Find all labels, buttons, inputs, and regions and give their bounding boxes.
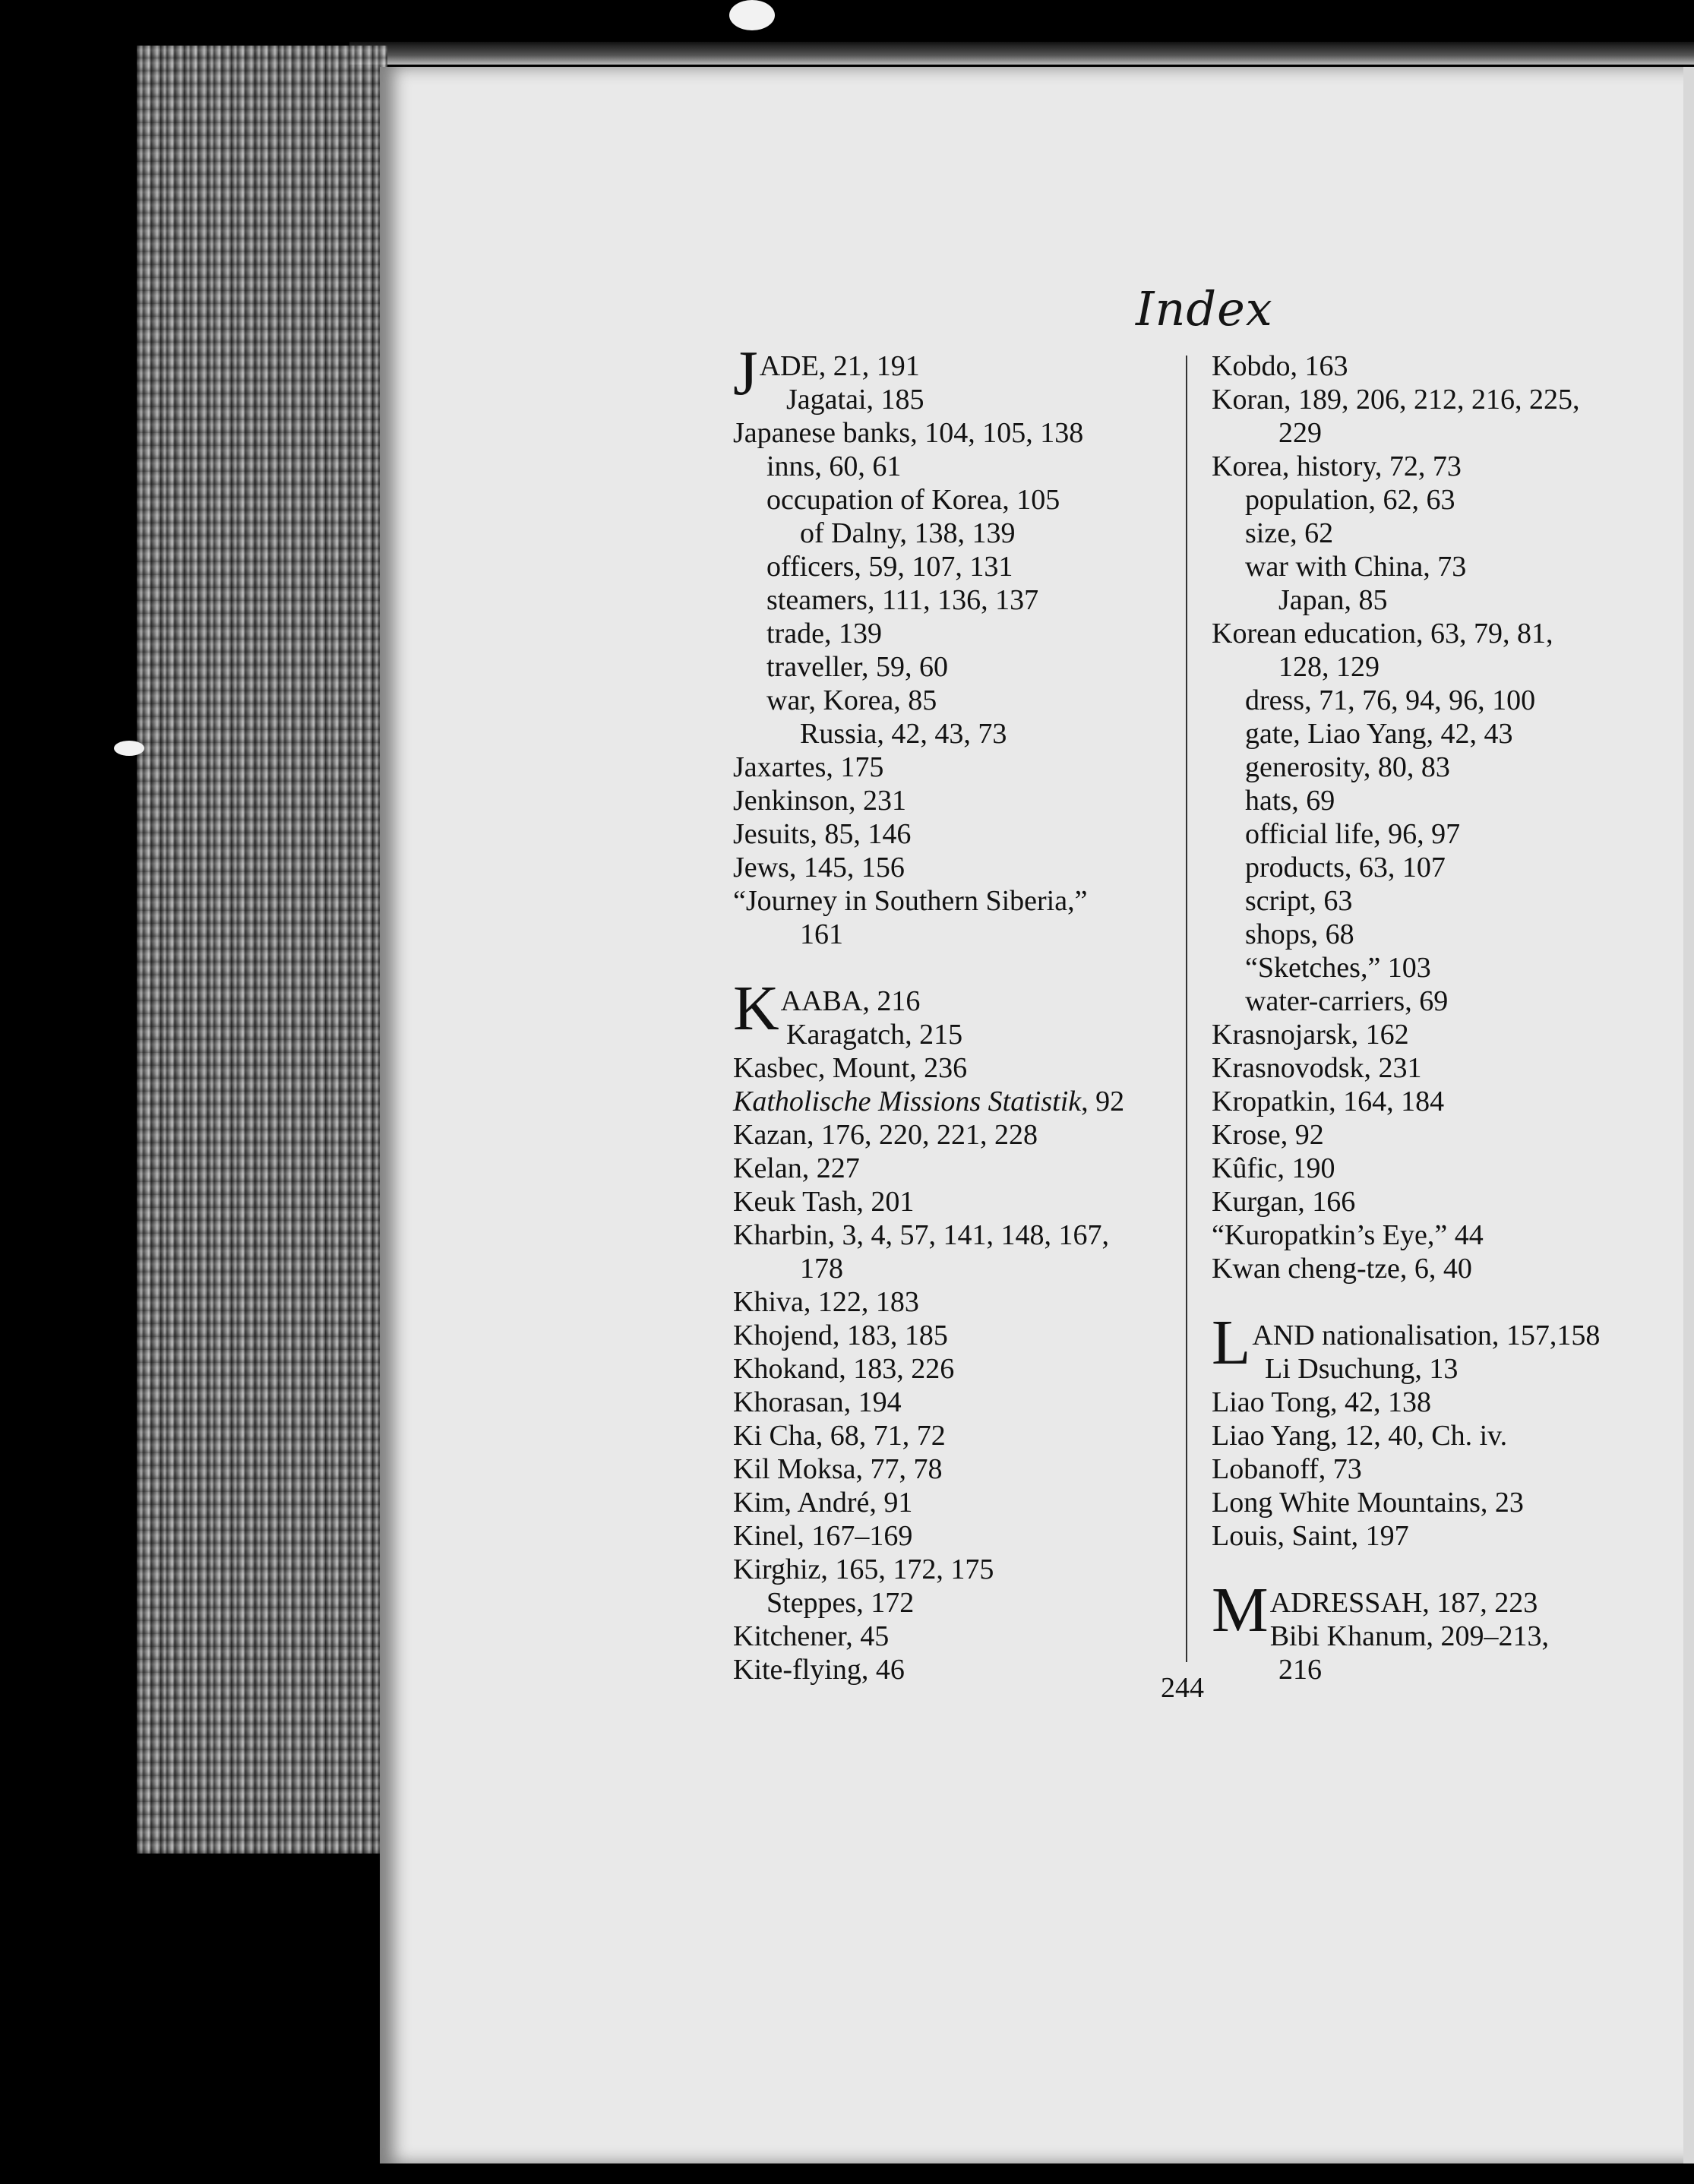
index-entry: Kinel, 167–169 xyxy=(733,1520,913,1552)
index-entry: Kûfic, 190 xyxy=(1212,1152,1335,1184)
index-entry-list xyxy=(733,416,1174,951)
index-entry: steamers, 111, 136, 137 xyxy=(766,584,1039,616)
index-entry: officers, 59, 107, 131 xyxy=(766,551,1013,583)
index-entry: Russia, 42, 43, 73 xyxy=(800,718,1007,750)
drop-cap: K xyxy=(733,973,779,1044)
index-column-left xyxy=(733,338,1174,1686)
index-entry: 161 xyxy=(800,918,843,950)
page-number: 244 xyxy=(1161,1672,1204,1704)
index-entry: Ki Cha, 68, 71, 72 xyxy=(733,1420,946,1452)
scan-blemish xyxy=(114,741,144,756)
page-right-edge xyxy=(1683,67,1694,2163)
index-entry: 128, 129 xyxy=(1278,651,1380,683)
index-entry: Keuk Tash, 201 xyxy=(733,1186,915,1218)
index-entry: Jenkinson, 231 xyxy=(733,785,906,817)
index-entry: “Journey in Southern Siberia,” xyxy=(733,885,1088,917)
index-entry: Li Dsuchung, 13 xyxy=(1265,1353,1459,1385)
index-entry: Kitchener, 45 xyxy=(733,1620,890,1652)
index-entry: gate, Liao Yang, 42, 43 xyxy=(1245,718,1513,750)
index-entry: Khokand, 183, 226 xyxy=(733,1353,955,1385)
index-entry: Kil Moksa, 77, 78 xyxy=(733,1453,943,1485)
section-j xyxy=(733,338,1174,416)
index-entry: Louis, Saint, 197 xyxy=(1212,1520,1409,1552)
index-entry: Kropatkin, 164, 184 xyxy=(1212,1086,1445,1117)
section-l xyxy=(1212,1307,1667,1386)
index-entry: Jagatai, 185 xyxy=(786,384,924,416)
index-entry: Japan, 85 xyxy=(1278,584,1388,616)
index-entry: Japanese banks, 104, 105, 138 xyxy=(733,417,1084,449)
index-entry: Korea, history, 72, 73 xyxy=(1212,450,1462,482)
drop-cap: M xyxy=(1212,1575,1269,1645)
index-entry: war with China, 73 xyxy=(1245,551,1467,583)
index-entry: Kobdo, 163 xyxy=(1212,350,1348,382)
index-entry: Jaxartes, 175 xyxy=(733,751,884,783)
index-entry: trade, 139 xyxy=(766,618,882,650)
index-entry: war, Korea, 85 xyxy=(766,684,937,716)
index-entry-list xyxy=(1212,1386,1667,1553)
index-entry: water-carriers, 69 xyxy=(1245,985,1449,1017)
drop-cap: J xyxy=(733,338,758,409)
index-entry: Lobanoff, 73 xyxy=(1212,1453,1362,1485)
index-entry: Bibi Khanum, 209–213, xyxy=(1269,1620,1550,1652)
index-entry: Khorasan, 194 xyxy=(733,1386,902,1418)
index-column-right xyxy=(1212,349,1667,1686)
index-entry: shops, 68 xyxy=(1245,918,1354,950)
index-entry: Kasbec, Mount, 236 xyxy=(733,1052,968,1084)
index-entry: Koran, 189, 206, 212, 216, 225, xyxy=(1212,384,1580,416)
index-entry: Khiva, 122, 183 xyxy=(733,1286,919,1318)
index-entry: products, 63, 107 xyxy=(1245,852,1446,883)
index-entry-list xyxy=(1212,349,1667,1285)
index-entry: Kim, André, 91 xyxy=(733,1487,913,1519)
section-k xyxy=(733,973,1174,1051)
index-entry: Katholische Missions Statistik, 92 xyxy=(733,1086,1125,1117)
index-entry: hats, 69 xyxy=(1245,785,1335,817)
index-entry: size, 62 xyxy=(1245,517,1334,549)
index-entry: dress, 71, 76, 94, 96, 100 xyxy=(1245,684,1536,716)
index-entry: of Dalny, 138, 139 xyxy=(800,517,1016,549)
index-entry: ADRESSAH, 187, 223 xyxy=(1269,1587,1538,1619)
index-entry: Kelan, 227 xyxy=(733,1152,860,1184)
index-entry: generosity, 80, 83 xyxy=(1245,751,1450,783)
index-entry: Kurgan, 166 xyxy=(1212,1186,1356,1218)
page-title: Index xyxy=(1136,281,1273,337)
index-entry: Liao Yang, 12, 40, Ch. iv. xyxy=(1212,1420,1508,1452)
index-entry: Jesuits, 85, 146 xyxy=(733,818,912,850)
index-entry: Korean education, 63, 79, 81, xyxy=(1212,618,1553,650)
index-entry: Jews, 145, 156 xyxy=(733,852,905,883)
scan-blemish xyxy=(729,0,775,30)
index-entry: Liao Tong, 42, 138 xyxy=(1212,1386,1432,1418)
index-entry: Kirghiz, 165, 172, 175 xyxy=(733,1553,994,1585)
index-entry: inns, 60, 61 xyxy=(766,450,902,482)
index-entry: 229 xyxy=(1278,417,1322,449)
index-entry: ADE, 21, 191 xyxy=(759,350,920,382)
book-cover-top-edge xyxy=(349,42,1694,65)
index-entry: Khojend, 183, 185 xyxy=(733,1320,948,1351)
index-entry: Kite-flying, 46 xyxy=(733,1654,905,1686)
index-entry: script, 63 xyxy=(1245,885,1353,917)
index-entry: 216 xyxy=(1278,1654,1322,1686)
index-entry: AABA, 216 xyxy=(780,985,921,1017)
index-entry: “Kuropatkin’s Eye,” 44 xyxy=(1212,1219,1484,1251)
index-entry: Long White Mountains, 23 xyxy=(1212,1487,1524,1519)
book-page-stack-edge xyxy=(137,46,387,1854)
index-entry: population, 62, 63 xyxy=(1245,484,1455,516)
index-entry: occupation of Korea, 105 xyxy=(766,484,1060,516)
index-entry: Karagatch, 215 xyxy=(786,1019,963,1051)
index-entry: Krasnojarsk, 162 xyxy=(1212,1019,1409,1051)
index-entry: “Sketches,” 103 xyxy=(1245,952,1431,984)
index-entry: Kazan, 176, 220, 221, 228 xyxy=(733,1119,1038,1151)
drop-cap: L xyxy=(1212,1307,1251,1378)
section-m xyxy=(1212,1575,1667,1686)
index-entry: Kwan cheng-tze, 6, 40 xyxy=(1212,1253,1472,1285)
index-entry: Kharbin, 3, 4, 57, 141, 148, 167, xyxy=(733,1219,1110,1251)
index-entry-list xyxy=(733,1051,1174,1686)
index-entry: Steppes, 172 xyxy=(766,1587,915,1619)
index-entry: traveller, 59, 60 xyxy=(766,651,949,683)
index-entry: Krose, 92 xyxy=(1212,1119,1324,1151)
index-entry: AND nationalisation, 157,158 xyxy=(1252,1320,1601,1351)
column-divider xyxy=(1186,356,1187,1662)
index-entry: Krasnovodsk, 231 xyxy=(1212,1052,1422,1084)
index-entry: 178 xyxy=(800,1253,843,1285)
index-entry: official life, 96, 97 xyxy=(1245,818,1461,850)
